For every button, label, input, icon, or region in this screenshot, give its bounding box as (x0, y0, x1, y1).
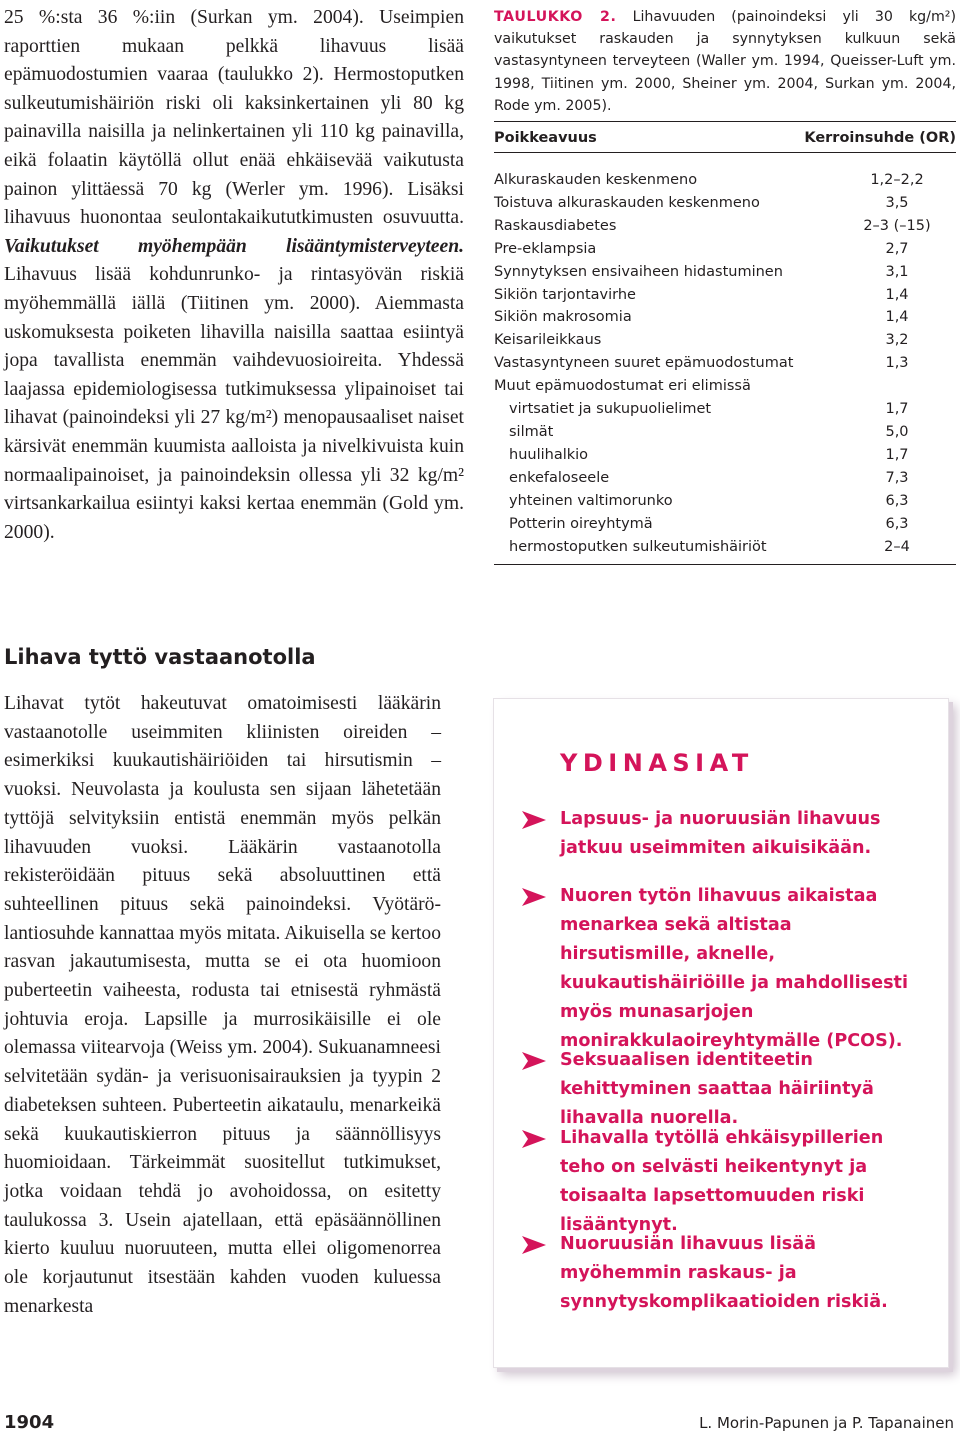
row-odds-ratio (838, 375, 956, 398)
table-bottom-rule (494, 564, 956, 565)
paragraph-text: 25 %:sta 36 %:iin (Surkan ym. 2004). Useimpien raporttien mukaan pelkkä lihavuus lisää epämuodostumien vaaraa (taulukko 2). Hermostoputken sulkeutumishäiriön riski oli kaksinkertainen yli 80 kg painavilla naisilla ja nelinkertainen yli 110 kg painavilla, eikä folaatin käytöllä ollut enää ehkäisevää vaikutusta painon ylittäessä 70 kg (Werler ym. 1996). Lisäksi lihavuus huonontaa seulontakaikututkimusten osuvuutta. (4, 7, 464, 229)
key-point-text: Lihavalla tytöllä ehkäisypillerien teho on selvästi heikentynyt ja toisaalta lapsettomuuden riski lisääntynyt. (560, 1128, 884, 1235)
table-row (494, 284, 956, 307)
row-odds-ratio: 6,3 (885, 515, 909, 532)
row-odds-ratio: 3,5 (885, 194, 909, 211)
page-number: 1904 (4, 1412, 55, 1433)
column-header-odds-ratio: Kerroinsuhde (OR) (804, 130, 956, 147)
row-label: yhteinen valtimorunko (509, 492, 673, 509)
arrowhead-bullet-icon (522, 888, 546, 906)
row-odds-ratio: 5,0 (885, 423, 909, 440)
row-label: Sikiön tarjontavirhe (494, 286, 636, 303)
table-row (494, 261, 956, 284)
key-point-text: Seksuaalisen identiteetin kehittyminen saattaa häiriintyä lihavalla nuorella. (560, 1050, 874, 1128)
table-row (494, 444, 956, 467)
arrowhead-bullet-icon (522, 1052, 546, 1070)
table-row (494, 467, 956, 490)
table-row (494, 375, 956, 398)
table-caption-text: Lihavuuden (painoindeksi yli 30 kg/m²) vaikutukset raskauden ja synnytyksen kulkuun sekä vastasyntyneen terveyteen (Waller ym. 1994, Queisser-Luft ym. 1998, Tiitinen ym. 2000, Sheiner ym. 2004, Surkan ym. 2004, Rode ym. 2005). (494, 9, 957, 114)
table-row (494, 238, 956, 261)
row-label: hermostoputken sulkeutumishäiriöt (509, 538, 767, 555)
table-label: TAULUKKO 2. (494, 9, 617, 25)
section-heading: Lihava tyttö vastaanotolla (4, 645, 316, 669)
row-odds-ratio: 1,7 (885, 401, 909, 418)
row-odds-ratio: 3,2 (885, 332, 909, 349)
row-label: Keisarileikkaus (494, 332, 602, 349)
row-label: Alkuraskauden keskenmeno (494, 172, 698, 189)
table-row (494, 490, 956, 513)
run-in-heading: Vaikutukset myöhempään lisääntymisterveyteen. (4, 235, 464, 257)
table-row (494, 169, 956, 192)
table-row (494, 215, 956, 238)
table-row (494, 398, 956, 421)
table-row (494, 513, 956, 536)
key-points-title: YDINASIAT (560, 749, 754, 777)
paragraph-reproductive-effects (4, 4, 464, 547)
row-odds-ratio: 1,4 (885, 309, 909, 326)
table-2 (494, 6, 956, 565)
row-odds-ratio: 6,3 (885, 492, 909, 509)
row-odds-ratio: 2–3 (–15) (863, 217, 931, 234)
row-label: Vastasyntyneen suuret epämuodostumat (494, 355, 794, 372)
row-label: Sikiön makrosomia (494, 309, 632, 326)
row-label: Potterin oireyhtymä (509, 515, 653, 532)
row-odds-ratio: 1,3 (885, 355, 909, 372)
table-caption (494, 6, 956, 117)
key-point-text: Lapsuus- ja nuoruusiän lihavuus jatkuu useimmiten aikuisikään. (560, 809, 881, 858)
table-row (494, 352, 956, 375)
row-odds-ratio: 3,1 (885, 263, 909, 280)
row-odds-ratio: 1,2–2,2 (870, 172, 924, 189)
row-label: Toistuva alkuraskauden keskenmeno (494, 194, 760, 211)
row-label: Muut epämuodostumat eri elimissä (494, 378, 751, 395)
table-row (494, 421, 956, 444)
column-header-abnormality: Poikkeavuus (494, 130, 597, 147)
arrowhead-bullet-icon (522, 811, 546, 829)
row-odds-ratio: 2–4 (884, 538, 910, 555)
key-point-item (522, 805, 922, 863)
key-point-text: Nuoruusiän lihavuus lisää myöhemmin raskaus- ja synnytyskomplikaatioiden riskiä. (560, 1234, 888, 1312)
body-text-lower: Lihavat tytöt hakeutuvat omatoimisesti lääkärin vastaanotolle useimmiten kliinisten oireiden – esimerkiksi kuukautishäiriöiden tai hirsutismin – vuoksi. Neuvolasta ja koulusta sen sijaan lähetetään tyttöjä selvityksiin entistä enemmän myös pelkän lihavuuden vuoksi. Lääkärin vastaanotolla rekisteröidään pituus sekä absoluuttinen että suhteellinen pituus sekä painoindeksi. Vyötärö-lantiosuhde kannattaa myös mitata. Aikuisella se kertoo rasvan jakautumisesta, mutta se ei ota huomioon puberteetin vaiheesta, rodusta tai etnisestä ryhmästä johtuvia eroja. Lapsille ja murrosikäisille ei ole olemassa viitearvoja (Weiss ym. 2004). Sukuanamneesi selvitetään sydän- ja verisuonisairauksien ja tyypin 2 diabeteksen suhteen. Puberteetin aikataulu, menarkeikä sekä kuukautiskierron pituus ja säännöllisyys huomioidaan. Tärkeimmät suositellut tutkimukset, jotka voidaan tehdä jo avohoidossa, on esitetty taulukossa 3. Usein ajatellaan, että epäsäännöllinen kierto kuuluu nuoruuteen, mutta ellei oligomenorrea ole korjautunut itsestään kahden vuoden kuluessa menarkesta (4, 693, 441, 1317)
key-points-box (493, 698, 949, 1368)
body-text-upper (4, 4, 464, 547)
row-label: huulihalkio (509, 446, 589, 463)
row-odds-ratio: 2,7 (885, 240, 909, 257)
row-label: Raskausdiabetes (494, 217, 617, 234)
row-odds-ratio: 7,3 (885, 469, 909, 486)
table-row (494, 329, 956, 352)
key-point-item (522, 1124, 922, 1240)
row-label: Pre-eklampsia (494, 240, 597, 257)
key-point-item (522, 1230, 922, 1317)
arrowhead-bullet-icon (522, 1130, 546, 1148)
row-label: enkefaloseele (509, 469, 610, 486)
row-label: virtsatiet ja sukupuolielimet (509, 401, 712, 418)
arrowhead-bullet-icon (522, 1236, 546, 1254)
table-body (494, 153, 956, 558)
row-label: silmät (509, 423, 554, 440)
table-row (494, 192, 956, 215)
row-label: Synnytyksen ensivaiheen hidastuminen (494, 263, 783, 280)
row-odds-ratio: 1,7 (885, 446, 909, 463)
key-point-item (522, 882, 922, 1056)
running-footer-authors: L. Morin-Papunen ja P. Tapanainen (699, 1414, 954, 1432)
paragraph-text: Lihavuus lisää kohdunrunko- ja rintasyövän riskiä myöhemmällä iällä (Tiitinen ym. 2000). Aiemmasta uskomuksesta poiketen lihavilla naisilla saattaa esiintyä jopa tavallista enemmän vaihdevuosioireita. Yhdessä laajassa epidemiologisessa tutkimuksessa ylipainoiset tai lihavat (painoindeksi yli 27 kg/m²) menopausaaliset naiset kärsivät enemmän kuumista aalloista ja nivelkivuista kuin normaalipainoiset, ja painoindeksin ollessa yli 32 kg/m² virtsankarkailua esiintyi kaksi kertaa enemmän (Gold ym. 2000). (4, 264, 464, 543)
table-header-row (494, 122, 956, 153)
table-row (494, 536, 956, 559)
table-row (494, 306, 956, 329)
key-point-text: Nuoren tytön lihavuus aikaistaa menarkea sekä altistaa hirsutismille, aknelle, kuukautishäiriöille ja mahdollisesti myös munasarjojen monirakkulaoireyhtymälle (PCOS). (560, 886, 908, 1051)
key-point-item (522, 1046, 922, 1133)
row-odds-ratio: 1,4 (885, 286, 909, 303)
